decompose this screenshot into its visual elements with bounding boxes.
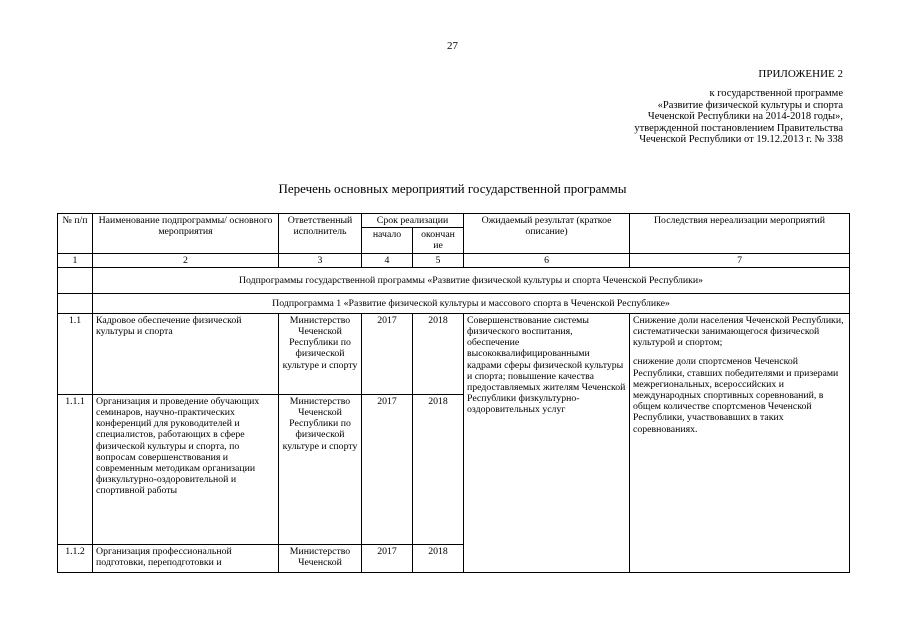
column-number: 1 [58, 253, 93, 267]
header-start: начало [362, 228, 413, 253]
column-number-row [58, 253, 850, 267]
consequences-cell [630, 313, 850, 572]
row-name: Организация и проведение обучающих семинаров, научно-практических конференций для руководителей и специалистов, работающих в сфере физической культуры и спорта, по вопросам совершенствования и современным методикам организации физкультурно-оздоровительной и спортивной работы [93, 394, 279, 544]
row-start: 2017 [362, 394, 413, 544]
result-description: Совершенствование системы физического воспитания, обеспечение высококвалифицированными кадрами сферы физической культуры и спорта; повышение качества предоставляемых жителям Чеченской Республики физкультурно-оздоровительных услуг [464, 313, 630, 572]
section-row [58, 267, 850, 293]
header-consequences: Последствия нереализации мероприятий [630, 214, 850, 254]
row-end: 2018 [413, 313, 464, 394]
header-name: Наименование подпрограммы/ основного мероприятия [93, 214, 279, 254]
row-num: 1.1 [58, 313, 93, 394]
subprogram-row [58, 293, 850, 313]
column-number: 4 [362, 253, 413, 267]
table-row [58, 313, 850, 394]
column-number: 2 [93, 253, 279, 267]
appendix-line: «Развитие физической культуры и спорта [657, 99, 843, 111]
column-number: 5 [413, 253, 464, 267]
row-executor: Министерство Чеченской Республики по физической культуре и спорту [279, 394, 362, 544]
measures-table [57, 213, 850, 573]
column-number: 3 [279, 253, 362, 267]
header-end: окончан ие [413, 228, 464, 253]
appendix-line: Чеченской Республики на 2014-2018 годы», [647, 111, 843, 123]
row-executor: Министерство Чеченской [279, 544, 362, 572]
section-title: Подпрограммы государственной программы «Развитие физической культуры и спорта Чеченской Республики» [93, 267, 850, 293]
document-title: Перечень основных мероприятий государственной программы [278, 181, 627, 196]
row-end: 2018 [413, 394, 464, 544]
subprogram-num-cell [58, 293, 93, 313]
header-period: Срок реализации [362, 214, 464, 228]
appendix-reference [634, 88, 843, 146]
appendix-line: к государственной программе [709, 88, 843, 99]
row-executor: Министерство Чеченской Республики по физической культуре и спорту [279, 313, 362, 394]
section-num-cell [58, 267, 93, 293]
subprogram-title: Подпрограмма 1 «Развитие физической культуры и массового спорта в Чеченской Республике» [93, 293, 850, 313]
consequences-text-2: снижение доли спортсменов Чеченской Республики, ставших победителями и призерами межрегиональных, всероссийских и международных спортивных соревнований, в общем количестве спортсменов Чеченской Республики, участвовавших в таких соревнованиях. [633, 356, 839, 435]
header-row [58, 214, 850, 228]
row-start: 2017 [362, 313, 413, 394]
header-executor: Ответственный исполнитель [279, 214, 362, 254]
page-number: 27 [447, 40, 458, 52]
consequences-text-1: Снижение доли населения Чеченской Республики, систематически занимающегося физической культурой и спортом; [633, 314, 844, 349]
row-start: 2017 [362, 544, 413, 572]
row-num: 1.1.1 [58, 394, 93, 544]
header-num: № п/п [58, 214, 93, 254]
header-result: Ожидаемый результат (краткое описание) [464, 214, 630, 254]
row-name: Кадровое обеспечение физической культуры и спорта [93, 313, 279, 394]
row-end: 2018 [413, 544, 464, 572]
appendix-title: ПРИЛОЖЕНИЕ 2 [758, 68, 843, 80]
row-name: Организация профессиональной подготовки, переподготовки и [93, 544, 279, 572]
appendix-line: Чеченской Республики от 19.12.2013 г. № 338 [639, 134, 843, 146]
column-number: 7 [630, 253, 850, 267]
row-num: 1.1.2 [58, 544, 93, 572]
column-number: 6 [464, 253, 630, 267]
appendix-line: утвержденной постановлением Правительства [634, 122, 843, 134]
